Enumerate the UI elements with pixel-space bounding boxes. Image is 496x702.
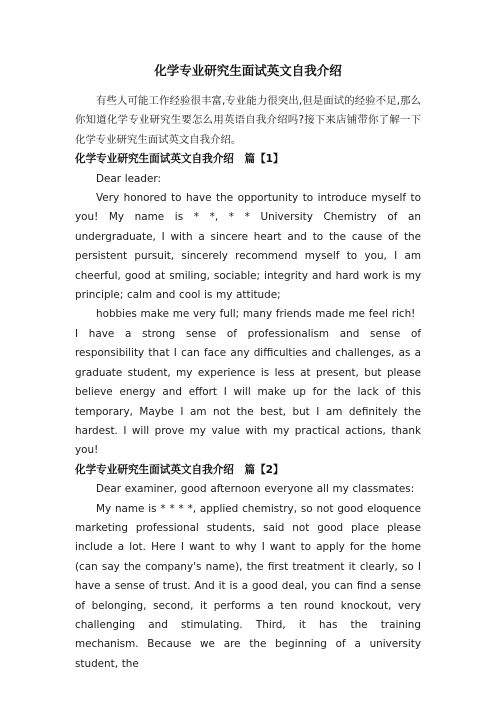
- section-1-heading: 化学专业研究生面试英文自我介绍 篇【1】: [75, 153, 284, 166]
- document-page: [75, 62, 421, 674]
- intro-paragraph: 有些人可能工作经验很丰富,专业能力很突出,但是面试的经验不足,那么你知道化学专业研究生要怎么用英语自我介绍吗?接下来店铺带你了解一下化学专业研究生面试英文自我介绍。: [75, 95, 421, 146]
- section-1-paragraph-1: Very honored to have the opportunity to introduce myself to you! My name is * *, * * University Chemistry of an undergraduate, I with a sincere heart and to the cause of the persistent pursuit, sincerely recommend myself to you, I am cheerful, good at smiling, sociable; integrity and hard work is my principle; calm and cool is my attitude;: [75, 192, 421, 302]
- section-1-paragraph-3: I have a strong sense of professionalism and sense of responsibility that I can face any difficulties and challenges, as a graduate student, my experience is less at present, but please believe energy and effort I will make up for the lack of this temporary, Maybe I am not the best, but I am definitely the hardest. I will prove my value with my practical actions, thank you!: [75, 327, 421, 457]
- section-2-salutation: Dear examiner, good afternoon everyone all my classmates:: [96, 483, 415, 496]
- section-2-heading: 化学专业研究生面试英文自我介绍 篇【2】: [75, 463, 284, 476]
- section-2-paragraph-1: My name is * * * *, applied chemistry, so not good eloquence marketing professional students, said not good place please include a lot. Here I want to why I want to apply for the home (can say the company's name), the first treatment it clearly, so I have a sense of trust. And it is a good deal, you can find a sense of belonging, second, it performs a ten round knockout, very challenging and stimulating. Third, it has the training mechanism. Because we are the beginning of a university student, the: [75, 502, 421, 670]
- section-1-paragraph-2: hobbies make me very full; many friends made me feel rich!: [96, 308, 416, 321]
- document-title: 化学专业研究生面试英文自我介绍: [154, 63, 342, 78]
- section-1-salutation: Dear leader:: [96, 172, 161, 185]
